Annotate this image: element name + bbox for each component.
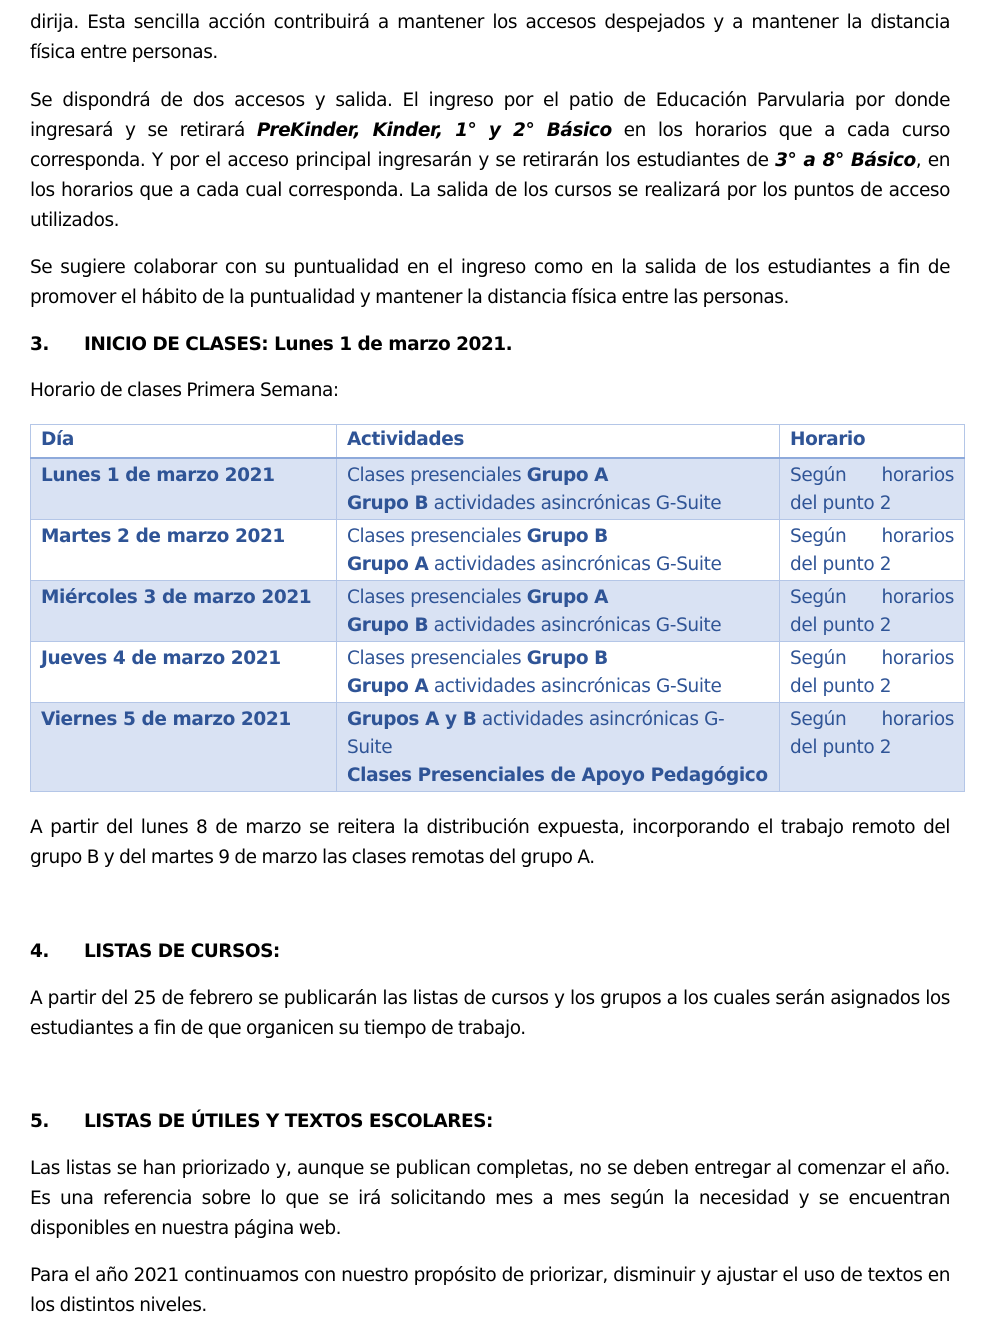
section-5-title: LISTAS DE ÚTILES Y TEXTOS ESCOLARES: — [84, 1111, 493, 1132]
activity-text: actividades asincrónicas G-Suite — [428, 493, 722, 514]
row-schedule — [780, 458, 965, 520]
schedule-line-2: del punto 2 — [790, 737, 892, 758]
header-day: Día — [31, 425, 337, 459]
row-day: Miércoles 3 de marzo 2021 — [31, 581, 337, 642]
header-activities: Actividades — [337, 425, 780, 459]
activity-text: actividades asincrónicas G-Suite — [428, 676, 722, 697]
row-day: Lunes 1 de marzo 2021 — [31, 458, 337, 520]
activity-group: Grupo B — [526, 648, 608, 669]
activity-text: actividades asincrónicas G-Suite — [428, 554, 722, 575]
section-5-body-2: Para el año 2021 continuamos con nuestro propósito de priorizar, disminuir y ajustar el uso de textos en los distintos niveles. — [30, 1265, 950, 1316]
schedule-word: horarios — [881, 648, 954, 669]
schedule-word: horarios — [881, 709, 954, 730]
activity-text: actividades asincrónicas G-Suite — [428, 615, 722, 636]
section-4-number: 4. — [30, 941, 49, 962]
row-schedule — [780, 642, 965, 703]
schedule-caption: Horario de clases Primera Semana: — [30, 380, 339, 401]
table-row — [31, 703, 965, 792]
schedule-word: Según — [790, 709, 847, 730]
intro-paragraph-1: dirija. Esta sencilla acción contribuirá a mantener los accesos despejados y a mantener la distancia física entre personas. — [30, 12, 950, 63]
schedule-line-2: del punto 2 — [790, 493, 892, 514]
activity-text: Clases presenciales — [347, 587, 527, 608]
schedule-word: Según — [790, 526, 847, 547]
section-3-heading — [30, 330, 512, 360]
intro-p2-bold-courses-1: PreKinder, Kinder, 1° y 2° Básico — [256, 120, 612, 141]
intro-p2-text-1: Se dispondrá de dos accesos y salida. El ingreso por el patio de Educación Parvularia por donde ingresará y se retirará — [30, 90, 950, 141]
activity-group: Grupo B — [347, 493, 429, 514]
schedule-line-2: del punto 2 — [790, 615, 892, 636]
schedule-word: Según — [790, 465, 847, 486]
intro-p2-text-3: , en los horarios que a cada cual corresponda. La salida de los cursos se realizará por los puntos de acceso utilizados. — [30, 150, 950, 231]
table-row — [31, 642, 965, 703]
schedule-header-row — [31, 425, 965, 459]
activity-group: Grupo A — [347, 676, 429, 697]
section-3-number: 3. — [30, 334, 49, 355]
activity-group: Grupo B — [347, 615, 429, 636]
section-4-heading — [30, 937, 280, 967]
section-5-body-1: Las listas se han priorizado y, aunque se publican completas, no se deben entregar al comenzar el año. Es una referencia sobre lo que se irá solicitando mes a mes según la necesidad y se encuentran disponibles en nuestra página web. — [30, 1158, 950, 1239]
row-schedule — [780, 520, 965, 581]
schedule-table — [30, 424, 965, 792]
after-table-paragraph: A partir del lunes 8 de marzo se reitera la distribución expuesta, incorporando el trabajo remoto del grupo B y del martes 9 de marzo las clases remotas del grupo A. — [30, 817, 950, 868]
intro-p2-bold-courses-2: 3° a 8° Básico — [775, 150, 916, 171]
activity-text: Clases presenciales — [347, 465, 527, 486]
intro-paragraph-2 — [30, 86, 950, 236]
activity-group: Grupos A y B — [347, 709, 477, 730]
section-4-body: A partir del 25 de febrero se publicarán las listas de cursos y los grupos a los cuales serán asignados los estudiantes a fin de que organicen su tiempo de trabajo. — [30, 988, 950, 1039]
schedule-line-2: del punto 2 — [790, 554, 892, 575]
row-schedule — [780, 581, 965, 642]
table-row — [31, 458, 965, 520]
row-activities — [337, 703, 780, 792]
table-row — [31, 520, 965, 581]
section-5-heading — [30, 1107, 493, 1137]
row-day: Viernes 5 de marzo 2021 — [31, 703, 337, 792]
activity-group: Grupo A — [526, 587, 609, 608]
table-row — [31, 581, 965, 642]
row-activities — [337, 520, 780, 581]
activity-group: Grupo A — [347, 554, 429, 575]
activity-group: Grupo B — [526, 526, 608, 547]
section-5-number: 5. — [30, 1111, 49, 1132]
row-schedule — [780, 703, 965, 792]
schedule-word: horarios — [881, 587, 954, 608]
row-activities — [337, 642, 780, 703]
row-activities — [337, 458, 780, 520]
schedule-word: horarios — [881, 465, 954, 486]
row-day: Jueves 4 de marzo 2021 — [31, 642, 337, 703]
schedule-line-2: del punto 2 — [790, 676, 892, 697]
header-schedule: Horario — [780, 425, 965, 459]
activity-text: Clases presenciales — [347, 526, 527, 547]
row-day: Martes 2 de marzo 2021 — [31, 520, 337, 581]
intro-p2-text-2: en los horarios que a cada curso corresponda. Y por el acceso principal ingresarán y se retirarán los estudiantes de — [30, 120, 950, 171]
row-activities — [337, 581, 780, 642]
activity-text: actividades asincrónicas G-Suite — [347, 709, 725, 758]
intro-paragraph-3: Se sugiere colaborar con su puntualidad en el ingreso como en la salida de los estudiantes a fin de promover el hábito de la puntualidad y mantener la distancia física entre las personas. — [30, 257, 950, 308]
activity-text: Clases presenciales — [347, 648, 527, 669]
activity-group: Grupo A — [526, 465, 609, 486]
section-3-title: INICIO DE CLASES: Lunes 1 de marzo 2021. — [84, 334, 513, 355]
schedule-word: horarios — [881, 526, 954, 547]
activity-group: Clases Presenciales de Apoyo Pedagógico — [347, 765, 768, 786]
section-4-title: LISTAS DE CURSOS: — [84, 941, 280, 962]
schedule-word: Según — [790, 587, 847, 608]
schedule-word: Según — [790, 648, 847, 669]
